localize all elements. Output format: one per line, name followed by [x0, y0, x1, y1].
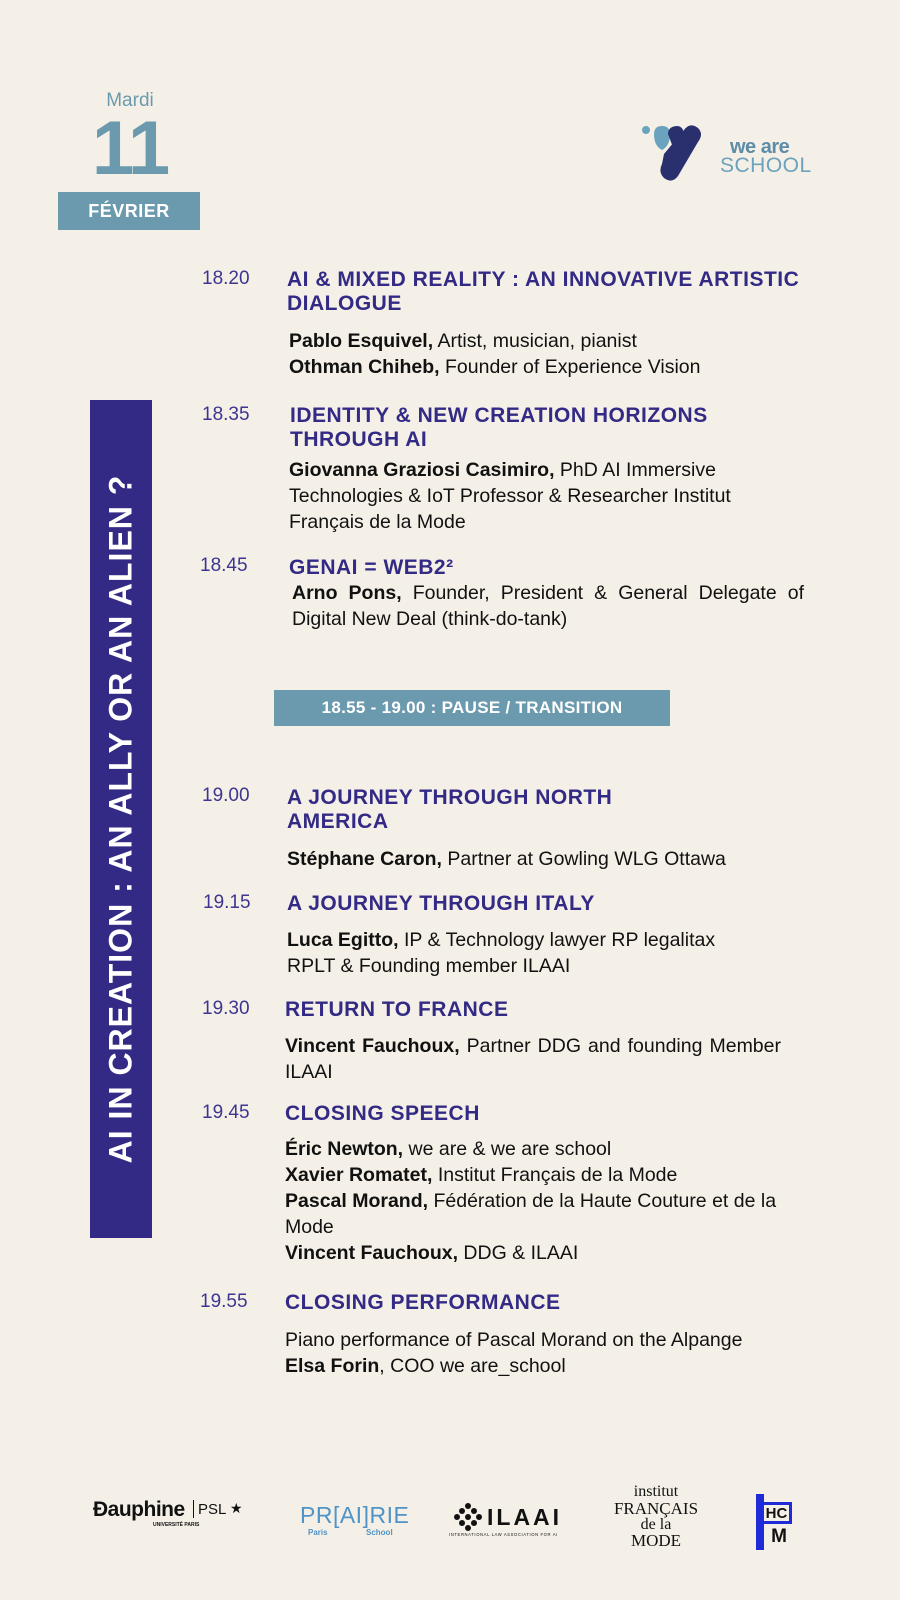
speaker — [289, 457, 789, 535]
psl-wordmark: PSL — [198, 1501, 227, 1518]
speaker-role: Fédération de la Haute Couture et de la Mode — [285, 1190, 777, 1238]
prairie-school: School — [366, 1528, 393, 1537]
brand-line-2: SCHOOL — [720, 154, 812, 177]
session-title: IDENTITY & NEW CREATION HORIZONS THROUGH AI — [290, 404, 708, 451]
speaker-role: , COO we are_school — [379, 1355, 566, 1377]
session-title: GENAI = WEB2² — [289, 556, 454, 579]
session-title: AI & MIXED REALITY : AN INNOVATIVE ARTISTIC DIALOGUE — [287, 268, 800, 315]
speaker — [285, 1162, 785, 1188]
star-icon: ★ — [230, 1500, 243, 1516]
pause-banner: 18.55 - 19.00 : PAUSE / TRANSITION — [274, 690, 670, 726]
speaker-role: we are & we are school — [403, 1138, 612, 1160]
logo-divider — [193, 1500, 194, 1518]
speaker-name: Vincent Fauchoux, — [285, 1242, 459, 1264]
speaker-name: Éric Newton, — [285, 1138, 404, 1160]
ifm-line-4: MODE — [630, 1531, 682, 1550]
speaker-role: IP & Technology lawyer RP legalitax RPLT & Founding member ILAAI — [287, 929, 716, 977]
session-time: 18.20 — [202, 268, 250, 289]
speaker — [285, 1353, 805, 1379]
speaker-role: Founder, President & General Delegate of Digital New Deal (think-do-tank) — [292, 582, 804, 630]
side-banner — [90, 400, 152, 1238]
session-speakers — [289, 457, 789, 535]
ilaai-wordmark: ILAAI — [487, 1504, 563, 1530]
performance-intro: Piano performance of Pascal Morand on the Alpange — [285, 1329, 743, 1351]
session-time: 19.30 — [202, 998, 250, 1019]
dauphine-psl-logo — [93, 1498, 253, 1528]
speaker-role: Partner at Gowling WLG Ottawa — [441, 848, 726, 870]
session-time: 19.15 — [203, 892, 251, 913]
speaker-role: DDG & ILAAI — [458, 1242, 579, 1264]
ilaai-logo — [449, 1500, 574, 1536]
speaker-name: Stéphane Caron, — [287, 848, 442, 870]
side-banner-text: AI IN CREATION : AN ALLY OR AN ALIEN ? — [102, 474, 139, 1164]
we-are-school-mark-icon — [640, 124, 720, 188]
session-title: CLOSING SPEECH — [285, 1102, 480, 1125]
ifm-logo — [608, 1484, 704, 1554]
session-time: 19.45 — [202, 1102, 250, 1123]
session-speakers — [285, 1327, 805, 1379]
session-time: 18.35 — [202, 404, 250, 425]
dauphine-wordmark: Ɖauphine — [93, 1498, 185, 1521]
session-time: 19.55 — [200, 1291, 248, 1312]
speaker-name: Pascal Morand, — [285, 1190, 429, 1212]
hcm-top: HC — [764, 1502, 792, 1524]
speaker-role: Institut Français de la Mode — [432, 1164, 678, 1186]
session-speakers — [287, 846, 807, 872]
hcm-logo — [756, 1494, 798, 1550]
prairie-wordmark: PR[AI]RIE — [300, 1502, 410, 1528]
session-title: A JOURNEY THROUGH ITALY — [287, 892, 595, 915]
ilaai-mark-icon — [453, 1502, 483, 1532]
hcm-bar — [756, 1494, 764, 1550]
session-title: RETURN TO FRANCE — [285, 998, 509, 1021]
speaker — [289, 328, 809, 354]
dauphine-subline: UNIVERSITÉ PARIS — [153, 1522, 200, 1528]
session-speakers — [292, 580, 804, 632]
speaker — [285, 1188, 785, 1240]
speaker-role: Founder of Experience Vision — [439, 356, 701, 378]
speaker-name: Vincent Fauchoux, — [285, 1035, 460, 1057]
we-are-school-logo — [640, 124, 810, 188]
date-weekday: Mardi — [106, 90, 154, 111]
speaker-name: Pablo Esquivel, — [289, 330, 434, 352]
speaker — [289, 354, 809, 380]
speaker-role: PhD AI Immersive Technologies & IoT Professor & Researcher Institut Français de la Mode — [289, 459, 731, 533]
speaker — [292, 580, 804, 632]
session-speakers — [287, 927, 757, 979]
speaker — [287, 846, 807, 872]
ifm-line-2: FRANÇAIS — [613, 1499, 699, 1518]
session-time: 19.00 — [202, 785, 250, 806]
session-speakers — [285, 1033, 781, 1085]
prairie-paris: Paris — [308, 1528, 328, 1537]
speaker-name: Arno Pons, — [292, 582, 402, 604]
prairie-logo — [300, 1502, 410, 1538]
session-speakers — [289, 328, 809, 380]
session-title: CLOSING PERFORMANCE — [285, 1291, 561, 1314]
speaker — [285, 1033, 781, 1085]
date-month: FÉVRIER — [58, 192, 200, 230]
ifm-line-1: institut — [633, 1483, 679, 1500]
speaker-name: Luca Egitto, — [287, 929, 399, 951]
speaker-name: Elsa Forin — [285, 1355, 380, 1377]
speaker — [285, 1240, 785, 1266]
speaker — [285, 1136, 785, 1162]
hcm-bottom: M — [771, 1526, 787, 1547]
speaker-role: Artist, musician, pianist — [433, 330, 637, 352]
session-title: A JOURNEY THROUGH NORTH AMERICA — [287, 786, 613, 833]
ilaai-subline: INTERNATIONAL LAW ASSOCIATION FOR AI — [449, 1532, 558, 1537]
session-time: 18.45 — [200, 555, 248, 576]
speaker-name: Xavier Romatet, — [285, 1164, 433, 1186]
speaker-name: Giovanna Graziosi Casimiro, — [289, 459, 555, 481]
brand-line-1: we are — [730, 136, 790, 158]
ifm-line-3: de la — [640, 1516, 672, 1533]
date-day: 11 — [91, 106, 169, 191]
session-speakers — [285, 1136, 785, 1266]
speaker-name: Othman Chiheb, — [289, 356, 440, 378]
speaker — [287, 927, 757, 979]
speaker-role: Partner DDG and founding Member ILAAI — [285, 1035, 781, 1083]
